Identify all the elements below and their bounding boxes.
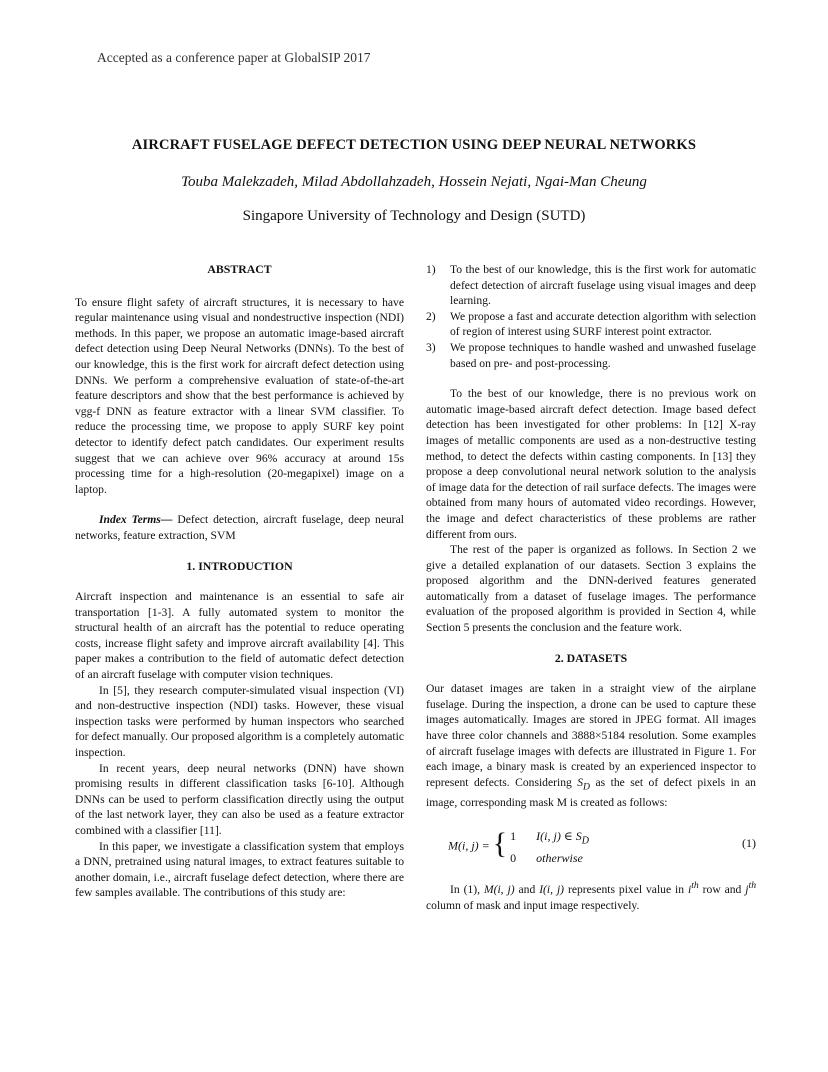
contribution-text: We propose techniques to handle washed and unwashed fuselage based on pre- and post-processing. (450, 340, 756, 370)
index-terms-text: Defect detection, aircraft fuselage, deep neural networks, feature extraction, SVM (75, 513, 405, 542)
abstract-text: To ensure flight safety of aircraft structures, it is necessary to have regular maintenance using visual and nondestructive inspection (NDI) methods. In this paper, we propose an automatic image-based aircraft defect detection using Deep Neural Networks (DNNs). To the best of our knowledge, this is the first work for aircraft defect detection using DNNs. We perform a comprehensive evaluation of state-of-the-art feature descriptors and show that the best performance is achieved by vgg-f DNN as feature extractor with a linear SVM classifier. To reduce the processing time, we propose to apply SURF key point detector to identify defect patch candidates. Our experiment results suggest that we can achieve over 96% accuracy at around 15s processing time for a high-resolution (20-megapixel) image on a laptop. (75, 295, 404, 496)
case-1-condition: I(i, j) ∈ $S_D$ (536, 829, 589, 847)
left-column (75, 262, 404, 901)
contribution-number: 3) (426, 340, 436, 354)
intro-paragraph-1: Aircraft inspection and maintenance is an essential to safe air transportation [1-3]. A fully automated system to monitor the structural health of an aircraft has the potential to reduce operating costs, increase flight safety and improve aircraft availability [4]. This paper makes a contribution to the field of automatic defect detection of an aircraft fuselage with computer vision techniques. (75, 590, 404, 682)
contribution-text: We propose a fast and accurate detection algorithm with selection of region of interest using SURF interest point extractor. (450, 309, 756, 339)
index-terms (75, 512, 404, 543)
contribution-item (426, 262, 756, 309)
intro-paragraph-4: In this paper, we investigate a classification system that employs a DNN, pretrained using natural images, to extract features suitable to another domain, i.e., aircraft fuselage defect detection, where there are few samples available. The contributions of this study are: (75, 839, 404, 900)
contribution-item (426, 340, 756, 371)
contribution-number: 1) (426, 263, 436, 276)
intro-paragraph-3: In recent years, deep neural networks (DNN) have shown promising results in different classification tasks [6-10]. Although DNNs can be used to perform classification directly using the output of the last network layer, they can also be used as a feature extractor combined with a classifier [11]. (75, 761, 404, 837)
datasets-paragraph-2: In (1), M(i, j) and I(i, j) represents pixel value in $i^{th}$ row and $j^{th}$ column of mask and input image respectively. (426, 880, 757, 912)
intro-paragraph-2: In [5], they research computer-simulated visual inspection (VI) and non-destructive inspection (NDI) tasks. However, these visual inspection tasks were performed by human inspectors who searched for defect manually. Our proposed algorithm is a completely automatic inspection. (75, 683, 404, 760)
index-terms-label: Index Terms— (99, 513, 173, 527)
curly-brace-glyph: { (492, 827, 508, 861)
abstract-heading: ABSTRACT (207, 262, 272, 276)
equation-number: (1) (742, 836, 756, 851)
contribution-text: To the best of our knowledge, this is the first work for automatic defect detection of aircraft fuselage using visual images and deep learning. (450, 263, 756, 308)
equation-1 (426, 824, 756, 868)
case-2-condition: otherwise (536, 850, 583, 865)
equation-body (448, 828, 589, 865)
case-1-value: 1 (510, 829, 517, 844)
equation-cases (510, 828, 589, 865)
defect-set-symbol: S (577, 775, 584, 789)
intro-paragraph-5: To the best of our knowledge, there is no previous work on automatic image-based aircraft defect detection. Image based defect detection has been investigated for other problems: In [12] X-ray images of metallic components are used as a non-destructive testing method, to detect the defects within casting components. In [13] they propose a deep convolutional neural network solution to the analysis of image data for the detection of rail surface defects. The images were obtained from many hours of automated video recordings. However, the image and defect characteristics of these problems are rather different from ours. (426, 387, 756, 541)
intro-paragraph-6: The rest of the paper is organized as follows. In Section 2 we give a detailed explanation of our datasets. Section 3 explains the proposed algorithm and the DNN-derived features generated automatically from a dataset of fuselage images. The performance evaluation of the proposed algorithm is provided in Section 4, while Section 5 presents the conclusion and the feature work. (426, 543, 756, 635)
contribution-list (426, 262, 756, 371)
datasets-heading: 2. DATASETS (554, 650, 628, 665)
right-column (426, 262, 756, 913)
paper-authors: Touba Malekzadeh, Milad Abdollahzadeh, Hossein Nejati, Ngai-Man Cheung (181, 174, 647, 190)
contribution-number: 2) (426, 309, 436, 323)
case-2-value: 0 (510, 850, 517, 865)
paper-affiliation: Singapore University of Technology and Design (SUTD) (242, 208, 586, 224)
introduction-heading: 1. INTRODUCTION (186, 558, 293, 573)
equation-lhs: M(i, j) = (448, 838, 493, 853)
conference-note: Accepted as a conference paper at GlobalSIP 2017 (97, 50, 371, 65)
contribution-item (426, 309, 756, 340)
paper-title: AIRCRAFT FUSELAGE DEFECT DETECTION USING DEEP NEURAL NETWORKS (131, 137, 697, 153)
datasets-paragraph-1: Our dataset images are taken in a straight view of the airplane fuselage. During the inspection, a drone can be used to capture these images automatically. Images are stored in JPEG format. All images have three color channels and 3888×5184 resolution. Some examples of aircraft fuselage images with defects are illustrated in Figure 1. For each image, a binary mask is created by an experienced inspector to represent defects. Considering $S_D$ as the set of defect pixels in an image, corresponding mask M is created as follows: (426, 682, 756, 809)
